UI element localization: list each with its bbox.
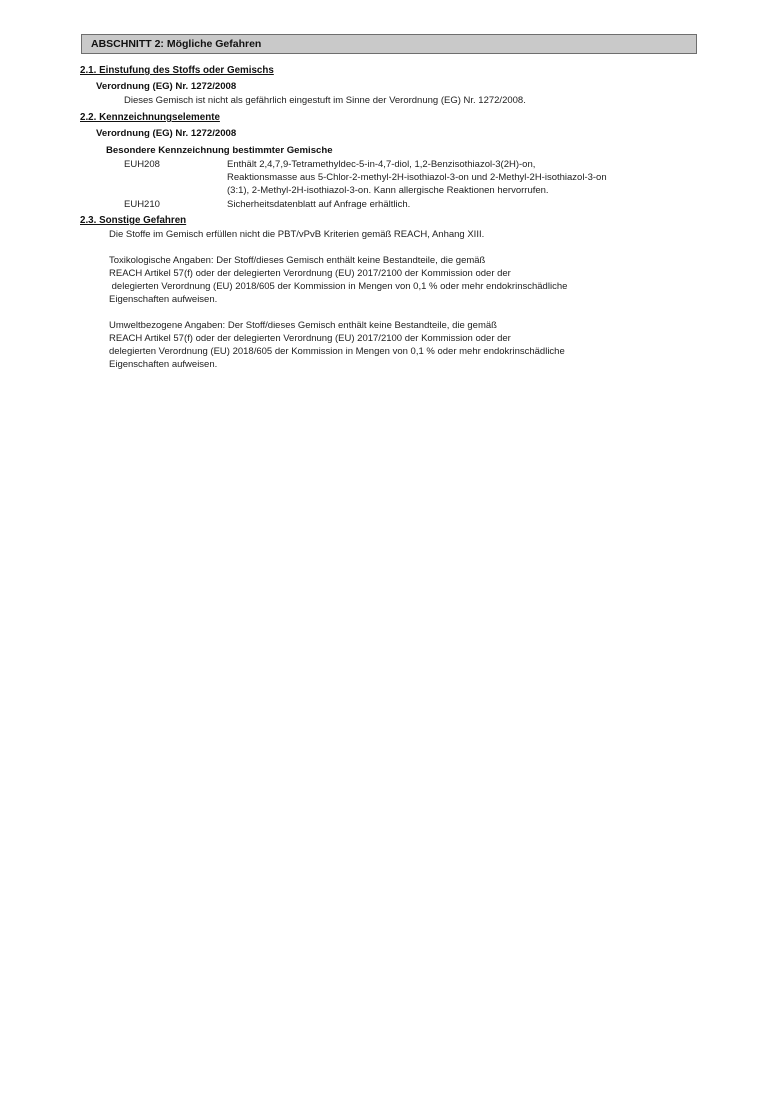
paragraph-line: Eigenschaften aufweisen. <box>109 294 218 305</box>
paragraph-line: REACH Artikel 57(f) oder der delegierten Verordnung (EU) 2017/2100 der Kommission oder der <box>109 333 511 344</box>
hazard-text-line: Reaktionsmasse aus 5-Chlor-2-methyl-2H-isothiazol-3-on und 2-Methyl-2H-isothiazol-3-on <box>227 172 607 183</box>
hazard-text-line: Enthält 2,4,7,9-Tetramethyldec-5-in-4,7-diol, 1,2-Benzisothiazol-3(2H)-on, <box>227 159 536 170</box>
hazard-code-euh208: EUH208 <box>124 159 160 170</box>
regulation-label-2-1: Verordnung (EG) Nr. 1272/2008 <box>96 81 237 92</box>
hazard-text-line: (3:1), 2-Methyl-2H-isothiazol-3-on. Kann allergische Reaktionen hervorrufen. <box>227 185 549 196</box>
paragraph-line: delegierten Verordnung (EU) 2018/605 der Kommission in Mengen von 0,1 % oder mehr endokrinschädliche <box>109 281 568 292</box>
subsection-heading-2-2: 2.2. Kennzeichnungselemente <box>80 112 220 123</box>
paragraph-line: Toxikologische Angaben: Der Stoff/dieses Gemisch enthält keine Bestandteile, die gemäß <box>109 255 486 266</box>
special-labelling-heading: Besondere Kennzeichnung bestimmter Gemische <box>106 145 333 156</box>
subsection-heading-2-1: 2.1. Einstufung des Stoffs oder Gemischs <box>80 65 274 76</box>
paragraph-line: Umweltbezogene Angaben: Der Stoff/dieses Gemisch enthält keine Bestandteile, die gemäß <box>109 320 497 331</box>
section-title: ABSCHNITT 2: Mögliche Gefahren <box>91 38 262 50</box>
hazard-text-line: Sicherheitsdatenblatt auf Anfrage erhältlich. <box>227 199 411 210</box>
section-header <box>81 34 697 54</box>
paragraph-line: Eigenschaften aufweisen. <box>109 359 218 370</box>
subsection-heading-2-3: 2.3. Sonstige Gefahren <box>80 215 187 226</box>
paragraph-line: REACH Artikel 57(f) oder der delegierten Verordnung (EU) 2017/2100 der Kommission oder der <box>109 268 511 279</box>
hazard-code-euh210: EUH210 <box>124 199 160 210</box>
regulation-label-2-2: Verordnung (EG) Nr. 1272/2008 <box>96 128 237 139</box>
paragraph-line: delegierten Verordnung (EU) 2018/605 der Kommission in Mengen von 0,1 % oder mehr endokrinschädliche <box>109 346 565 357</box>
pbt-statement: Die Stoffe im Gemisch erfüllen nicht die PBT/vPvB Kriterien gemäß REACH, Anhang XIII. <box>109 229 485 240</box>
classification-text: Dieses Gemisch ist nicht als gefährlich eingestuft im Sinne der Verordnung (EG) Nr. 1272/2008. <box>124 95 526 106</box>
